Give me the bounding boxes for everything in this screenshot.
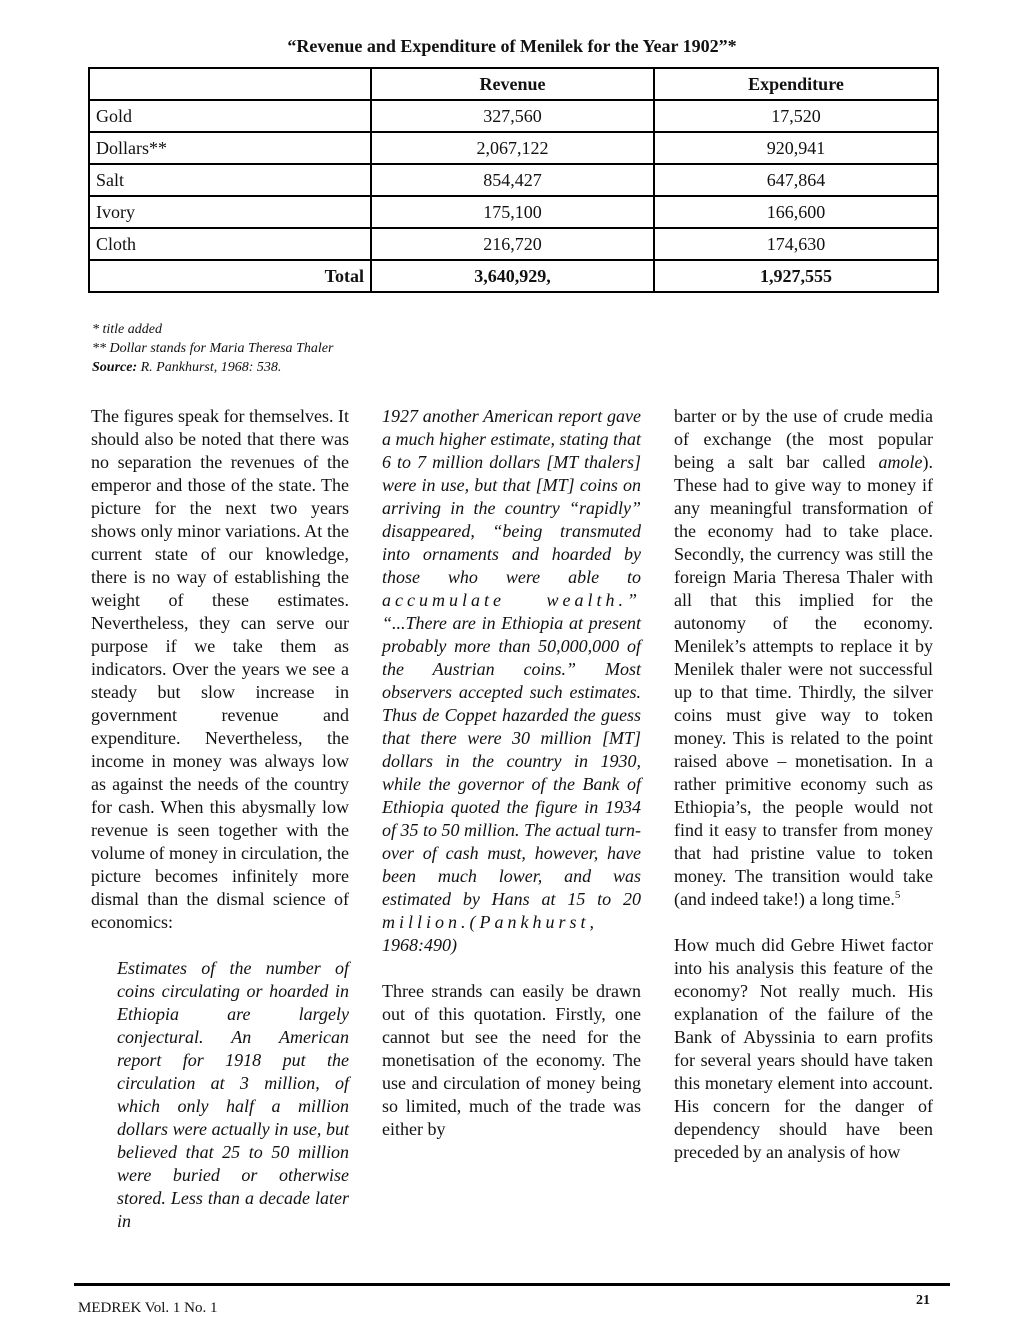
expenditure-cell: 17,520 <box>654 100 938 132</box>
revenue-cell: 216,720 <box>371 228 654 260</box>
note-dollar: ** Dollar stands for Maria Theresa Thaler <box>92 341 334 356</box>
paragraph <box>674 405 933 911</box>
table-total-row <box>89 260 938 292</box>
quote-spaced-text: accumulate wealth.” <box>382 590 641 610</box>
text-column-3 <box>674 405 933 1164</box>
header-empty-cell <box>89 68 371 100</box>
revenue-expenditure-table <box>88 67 939 293</box>
text-column-2 <box>382 405 641 1141</box>
footer-rule <box>74 1283 950 1286</box>
table-row <box>89 132 938 164</box>
block-quote: Estimates of the number of coins circulating or hoarded in Ethiopia are largely conjectural. An American report for 1918 put the circulation at 3 million, of which only half a million dollars were actually in use, but believed that 25 to 50 million were buried or otherwise stored. Less than a decade later in <box>117 958 349 1231</box>
revenue-cell: 854,427 <box>371 164 654 196</box>
paragraph: How much did Gebre Hiwet factor into his analysis this feature of the economy? Not really much. His explanation of the failure of the Bank of Abyssinia to earn profits for several years should have taken this monetary element into account. His concern for the danger of dependency should have been preceded by an analysis of how <box>674 935 933 1162</box>
revenue-cell: 327,560 <box>371 100 654 132</box>
total-revenue: 3,640,929, <box>371 260 654 292</box>
text-column-1 <box>91 405 349 1233</box>
text-span: barter or by the use of crude media of exchange (the most popular being a salt bar called <box>674 406 933 472</box>
quote-text: “...There are in Ethiopia at present probably more than 50,000,000 of the Austrian coins.” Most observers accepted such estimates. Thus de Coppet hazarded the guess that there were 30 million [MT] dollars in the country in 1930, while the governor of the Bank of Ethiopia quoted the figure in 1934 of 35 to 50 million. The actual turn-over of cash must, however, have been much lower, and was estimated by Hans at 15 to 20 <box>382 613 641 909</box>
source-note <box>92 358 333 377</box>
revenue-cell: 2,067,122 <box>371 132 654 164</box>
quote-citation: 1968:490) <box>382 935 457 955</box>
note-title-added: * title added <box>92 322 162 337</box>
italic-term: amole <box>878 452 923 472</box>
table-notes <box>92 320 333 377</box>
table-header-row <box>89 68 938 100</box>
block-quote-continued <box>382 405 641 957</box>
row-label: Salt <box>89 164 371 196</box>
footnote-marker: 5 <box>894 889 901 901</box>
table-row <box>89 196 938 228</box>
header-revenue: Revenue <box>371 68 654 100</box>
expenditure-cell: 174,630 <box>654 228 938 260</box>
total-label: Total <box>89 260 371 292</box>
source-label: Source: <box>92 360 138 375</box>
quote-text: 1927 another American report gave a much higher estimate, stating that 6 to 7 million dollars [MT thalers] were in use, but that [MT] coins on arriving in the country “rapidly” disappeared, “being transmuted into ornaments and hoarded by those who were able to <box>382 406 641 587</box>
table-row <box>89 228 938 260</box>
expenditure-cell: 647,864 <box>654 164 938 196</box>
header-expenditure: Expenditure <box>654 68 938 100</box>
row-label: Gold <box>89 100 371 132</box>
table-title: “Revenue and Expenditure of Menilek for the Year 1902”* <box>287 36 737 56</box>
revenue-cell: 175,100 <box>371 196 654 228</box>
quote-spaced-text: million.(Pankhurst, <box>382 912 598 932</box>
row-label: Cloth <box>89 228 371 260</box>
total-expenditure: 1,927,555 <box>654 260 938 292</box>
expenditure-cell: 166,600 <box>654 196 938 228</box>
page-number: 21 <box>916 1293 930 1308</box>
row-label: Dollars** <box>89 132 371 164</box>
row-label: Ivory <box>89 196 371 228</box>
journal-name: MEDREK Vol. 1 No. 1 <box>78 1300 218 1316</box>
table-row <box>89 164 938 196</box>
paragraph: Three strands can easily be drawn out of this quotation. Firstly, one cannot but see the need for the monetisation of the economy. The use and circulation of money being so limited, much of the trade was either by <box>382 981 641 1139</box>
text-span: ). These had to give way to money if any meaningful transformation of the economy had to take place. Secondly, the currency was still the foreign Maria Theresa Thaler with all that this implied for the autonomy of the economy. Menilek’s attempts to replace it by Menilek thaler were not successful up to that time. Thirdly, the silver coins must give way to token money. This is related to the point raised above – monetisation. In a rather primitive economy such as Ethiopia’s, the people would not find it easy to transfer from money that had pristine value to token money. The transition would take (and indeed take!) a long time. <box>674 452 933 909</box>
expenditure-cell: 920,941 <box>654 132 938 164</box>
paragraph: The figures speak for themselves. It should also be noted that there was no separation the revenues of the emperor and those of the state. The picture for the next two years shows only minor variations. At the current state of our knowledge, there is no way of establishing the weight of these estimates. Nevertheless, they can serve our purpose if we take them as indicators. Over the years we see a steady but slow increase in government revenue and expenditure. Nevertheless, the income in money was always low as against the needs of the country for cash. When this abysmally low revenue is seen together with the volume of money in circulation, the picture becomes infinitely more dismal than the dismal science of economics: <box>91 406 349 932</box>
table-row <box>89 100 938 132</box>
source-text: R. Pankhurst, 1968: 538. <box>137 360 282 375</box>
